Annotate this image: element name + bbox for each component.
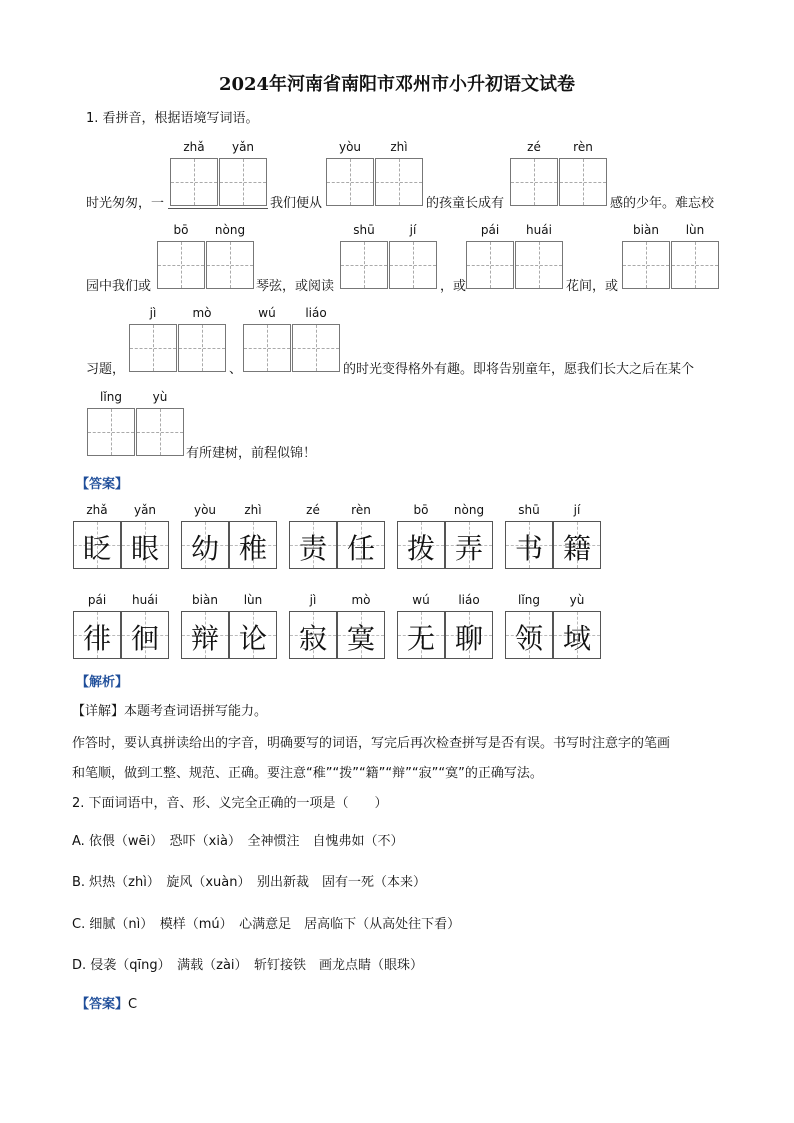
answer-char: 责	[298, 532, 327, 565]
sentence-segment: 有所建树，前程似锦！	[186, 446, 317, 461]
answer-char-box	[181, 611, 229, 659]
answer-pinyin: wú	[412, 593, 430, 607]
answer-char-box	[445, 521, 493, 569]
writing-box[interactable]	[136, 408, 184, 456]
sentence-segment: 园中我们或	[86, 279, 152, 294]
pinyin: biàn	[633, 223, 659, 237]
answer-char: 聊	[454, 622, 483, 655]
answer-value: C	[128, 997, 138, 1012]
answer-char-box	[121, 521, 169, 569]
answer-char-box	[289, 521, 337, 569]
pinyin: lùn	[685, 223, 705, 237]
sentence-segment: 我们便从	[270, 196, 323, 211]
page-title: 2024年河南省南阳市邓州市小升初语文试卷	[218, 74, 576, 95]
answer-char: 领	[514, 622, 543, 655]
answer-char-box	[445, 611, 493, 659]
pinyin: yòu	[338, 140, 362, 154]
answer-pinyin: yòu	[193, 503, 217, 517]
answer-char: 辩	[190, 622, 219, 655]
sentence-segment: ，或	[440, 279, 467, 294]
answer-char: 籍	[562, 532, 591, 565]
pinyin: yǎn	[231, 140, 255, 154]
writing-box[interactable]	[178, 324, 226, 372]
answer-tag: 【答案】	[76, 997, 129, 1012]
answer-pinyin: zhǎ	[86, 503, 108, 517]
answer-char-box	[289, 611, 337, 659]
pinyin: liáo	[305, 306, 327, 320]
answer-char-box	[337, 521, 385, 569]
writing-box[interactable]	[375, 158, 423, 206]
answer-pinyin: yǎn	[133, 503, 157, 517]
explanation-line: 作答时，要认真拼读给出的字音，明确要写的词语，写完后再次检查拼写是否有误。书写时注意字的笔画	[72, 736, 671, 751]
answer-pinyin: liáo	[458, 593, 480, 607]
writing-box[interactable]	[340, 241, 388, 289]
answer-pinyin: jí	[573, 503, 581, 517]
option-c[interactable]: C. 细腻（nì） 模样（mú） 心满意足 居高临下（从高处往下看）	[72, 917, 461, 932]
answer-char-box	[181, 521, 229, 569]
pinyin: huái	[526, 223, 552, 237]
answer-char-box	[397, 521, 445, 569]
pinyin: zhǎ	[183, 140, 205, 154]
answer-pinyin: jì	[309, 593, 317, 607]
answer-char-box	[229, 611, 277, 659]
pinyin: shū	[353, 223, 375, 237]
writing-box[interactable]	[129, 324, 177, 372]
question-2-prompt: 2. 下面词语中，音、形、义完全正确的一项是（ ）	[72, 796, 388, 811]
writing-box[interactable]	[389, 241, 437, 289]
answer-char: 域	[562, 622, 591, 655]
writing-box[interactable]	[559, 158, 607, 206]
answer-pinyin: zhì	[244, 503, 262, 517]
answer-char-box	[337, 611, 385, 659]
pinyin: rèn	[573, 140, 593, 154]
pinyin: nòng	[214, 223, 246, 237]
sentence-segment: 的时光变得格外有趣。即将告别童年，愿我们长大之后在某个	[343, 362, 695, 377]
answer-pinyin: pái	[87, 593, 107, 607]
answer-pinyin: bō	[413, 503, 429, 517]
sentence-segment: 的孩童长成有	[426, 196, 505, 211]
answer-char: 寂	[298, 622, 327, 655]
pinyin: jí	[409, 223, 417, 237]
pinyin: zhì	[390, 140, 408, 154]
answer-char: 徊	[130, 622, 159, 655]
writing-box[interactable]	[510, 158, 558, 206]
pinyin: yù	[152, 390, 168, 404]
answer-pinyin: rèn	[351, 503, 371, 517]
answer-pinyin: biàn	[192, 593, 218, 607]
writing-box[interactable]	[622, 241, 670, 289]
answer-char: 论	[238, 622, 267, 655]
answer-char: 书	[514, 532, 543, 565]
pinyin: bō	[173, 223, 189, 237]
answer-char: 任	[346, 532, 375, 565]
writing-box[interactable]	[219, 158, 267, 206]
analysis-tag: 【解析】	[76, 675, 129, 690]
answer-char-box	[73, 521, 121, 569]
answer-char-box	[121, 611, 169, 659]
writing-box[interactable]	[157, 241, 205, 289]
writing-box[interactable]	[206, 241, 254, 289]
option-a[interactable]: A. 依偎（wēi） 恐吓（xià） 全神惯注 自愧弗如（不）	[72, 834, 404, 849]
answer-pinyin: lùn	[243, 593, 263, 607]
option-b[interactable]: B. 炽热（zhì） 旋风（xuàn） 别出新裁 固有一死（本来）	[72, 875, 426, 890]
answer-pinyin: zé	[306, 503, 320, 517]
sentence-segment: 花间，或	[566, 279, 619, 294]
sentence-segment: 感的少年。难忘校	[610, 196, 715, 211]
answer-char: 弄	[454, 532, 483, 565]
pinyin: lǐng	[100, 390, 122, 404]
answer-char-box	[397, 611, 445, 659]
answer-pinyin: nòng	[453, 503, 485, 517]
answer-pinyin: mò	[351, 593, 371, 607]
sentence-segment: 琴弦，或阅读	[256, 279, 335, 294]
pinyin: jì	[149, 306, 157, 320]
pinyin: pái	[480, 223, 500, 237]
question-1-prompt: 1. 看拼音，根据语境写词语。	[86, 111, 259, 126]
answer-char-box	[505, 611, 553, 659]
answer-char: 拨	[406, 532, 435, 565]
sentence-segment: 时光匆匆，一	[86, 196, 165, 211]
writing-box[interactable]	[326, 158, 374, 206]
writing-box[interactable]	[87, 408, 135, 456]
answer-char: 寞	[346, 622, 375, 655]
sentence-segment: 习题，	[86, 362, 126, 377]
answer-pinyin: huái	[132, 593, 158, 607]
answer-underline	[168, 208, 268, 209]
pinyin: wú	[258, 306, 276, 320]
answer-tag: 【答案】	[76, 477, 129, 492]
answer-char-box	[553, 521, 601, 569]
answer-char-box	[505, 521, 553, 569]
answer-line	[76, 993, 137, 1014]
writing-box[interactable]	[671, 241, 719, 289]
detail-heading: 【详解】本题考查词语拼写能力。	[72, 704, 268, 719]
answer-char: 眨	[82, 532, 111, 565]
pinyin: zé	[527, 140, 541, 154]
answer-pinyin: lǐng	[518, 593, 540, 607]
sentence-segment: 、	[229, 362, 243, 377]
answer-pinyin: shū	[518, 503, 540, 517]
writing-box[interactable]	[466, 241, 514, 289]
writing-box[interactable]	[243, 324, 291, 372]
writing-box[interactable]	[170, 158, 218, 206]
answer-char-box	[553, 611, 601, 659]
answer-char: 眼	[130, 532, 159, 565]
answer-char-box	[73, 611, 121, 659]
answer-char: 徘	[82, 622, 111, 655]
option-d[interactable]: D. 侵袭（qīng） 满载（zài） 斩钉接铁 画龙点睛（眼珠）	[72, 958, 424, 973]
answer-pinyin: yù	[569, 593, 585, 607]
pinyin: mò	[192, 306, 212, 320]
answer-char: 无	[406, 622, 435, 655]
answer-char: 稚	[238, 532, 267, 565]
writing-box[interactable]	[515, 241, 563, 289]
answer-char-box	[229, 521, 277, 569]
answer-char: 幼	[190, 532, 219, 565]
explanation-line: 和笔顺，做到工整、规范、正确。要注意“稚”“拨”“籍”“辩”“寂”“寞”的正确写法。	[72, 766, 543, 781]
writing-box[interactable]	[292, 324, 340, 372]
